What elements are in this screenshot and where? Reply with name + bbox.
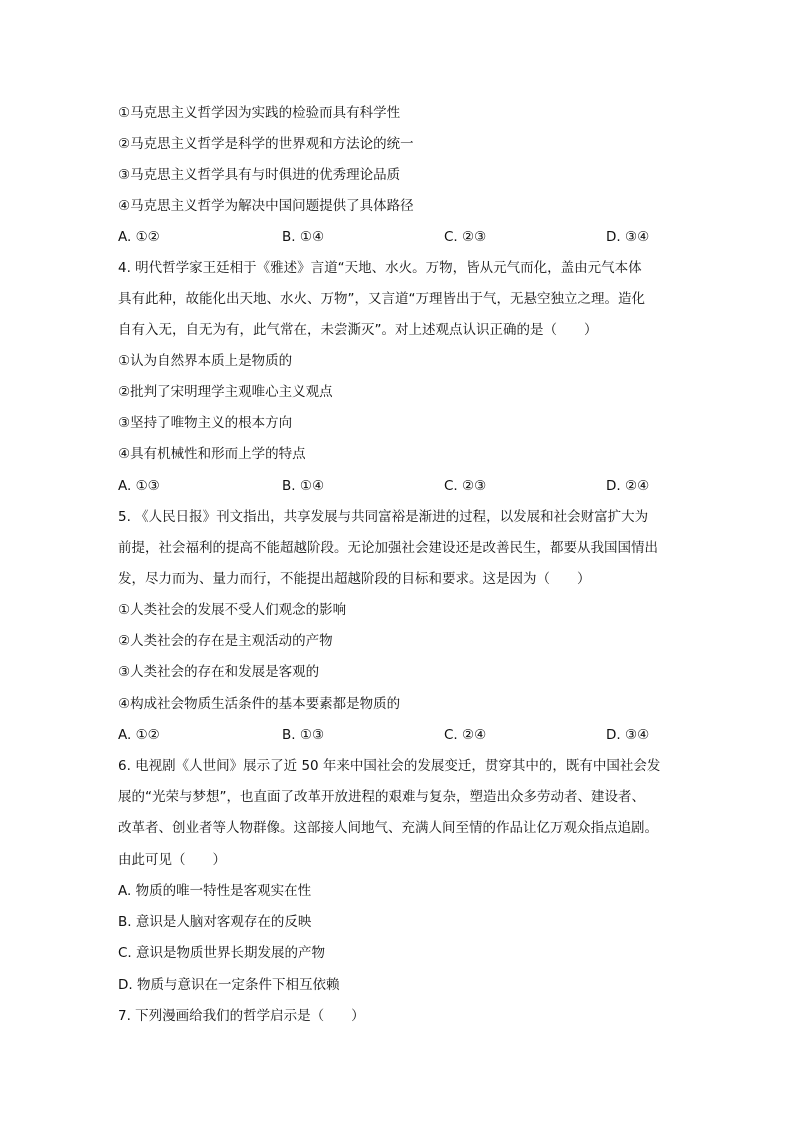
q5-text-line-1: 5. 《人民日报》刊文指出，共享发展与共同富裕是渐进的过程，以发展和社会财富扩大为: [118, 509, 649, 525]
q6-text-line-4: 由此可见（ ）: [118, 852, 226, 868]
q5-text-line-2: 前提，社会福利的提高不能超越阶段。无论加强社会建设还是改善民生，都要从我国国情出: [118, 540, 658, 556]
q3-options: [118, 227, 684, 247]
q6-text-line-2: 展的“光荣与梦想”，也直面了改革开放进程的艰难与复杂，塑造出众多劳动者、建设者、: [118, 789, 645, 805]
q4-option-d: D. ②④: [606, 478, 650, 494]
q3-option-c: C. ②③: [444, 229, 487, 245]
q4-text-line-1: 4. 明代哲学家王廷相于《雅述》言道“天地、水火。万物，皆从元气而化，盖由元气本体: [118, 260, 642, 276]
q6-text-line-1: 6. 电视剧《人世间》展示了近 50 年来中国社会的发展变迁，贯穿其中的，既有中国社会发: [118, 758, 661, 774]
q4-options: [118, 476, 684, 496]
q5-option-b: B. ①③: [282, 727, 325, 743]
q3-option-d: D. ③④: [606, 229, 650, 245]
q3-statement-2: ②马克思主义哲学是科学的世界观和方法论的统一: [118, 136, 414, 152]
q6-option-d: D. 物质与意识在一定条件下相互依赖: [118, 977, 340, 993]
q4-statement-2: ②批判了宋明理学主观唯心主义观点: [118, 384, 333, 400]
q3-statement-4: ④马克思主义哲学为解决中国问题提供了具体路径: [118, 198, 414, 214]
q4-statement-1: ①认为自然界本质上是物质的: [118, 353, 293, 369]
q3-option-a: A. ①②: [118, 229, 160, 245]
q3-option-b: B. ①④: [282, 229, 325, 245]
q4-statement-4: ④具有机械性和形而上学的特点: [118, 446, 306, 462]
q5-statement-2: ②人类社会的存在是主观活动的产物: [118, 633, 333, 649]
q6-option-c: C. 意识是物质世界长期发展的产物: [118, 945, 326, 961]
q5-option-a: A. ①②: [118, 727, 160, 743]
q3-statement-1: ①马克思主义哲学因为实践的检验而具有科学性: [118, 105, 401, 121]
q5-statement-3: ③人类社会的存在和发展是客观的: [118, 664, 320, 680]
q4-option-a: A. ①③: [118, 478, 160, 494]
q5-text-line-3: 发，尽力而为、量力而行，不能提出超越阶段的目标和要求。这是因为（ ）: [118, 571, 591, 587]
q4-text-line-2: 具有此种，故能化出天地、水火、万物”，又言道“万理皆出于气，无悬空独立之理。造化: [118, 291, 645, 307]
q7-text: 7. 下列漫画给我们的哲学启示是（ ）: [118, 1008, 365, 1024]
q6-option-a: A. 物质的唯一特性是客观实在性: [118, 883, 312, 899]
q5-options: [118, 725, 684, 745]
q4-text-line-3: 自有入无，自无为有，此气常在，未尝澌灭”。对上述观点认识正确的是（ ）: [118, 322, 598, 338]
q6-text-line-3: 改革者、创业者等人物群像。这部接人间地气、充满人间至情的作品让亿万观众指点追剧。: [118, 820, 658, 836]
q3-statement-3: ③马克思主义哲学具有与时俱进的优秀理论品质: [118, 167, 401, 183]
q4-statement-3: ③坚持了唯物主义的根本方向: [118, 415, 293, 431]
q5-statement-1: ①人类社会的发展不受人们观念的影响: [118, 602, 347, 618]
q5-option-c: C. ②④: [444, 727, 487, 743]
q6-option-b: B. 意识是人脑对客观存在的反映: [118, 914, 312, 930]
q4-option-b: B. ①④: [282, 478, 325, 494]
q5-statement-4: ④构成社会物质生活条件的基本要素都是物质的: [118, 696, 401, 712]
q5-option-d: D. ③④: [606, 727, 650, 743]
q4-option-c: C. ②③: [444, 478, 487, 494]
